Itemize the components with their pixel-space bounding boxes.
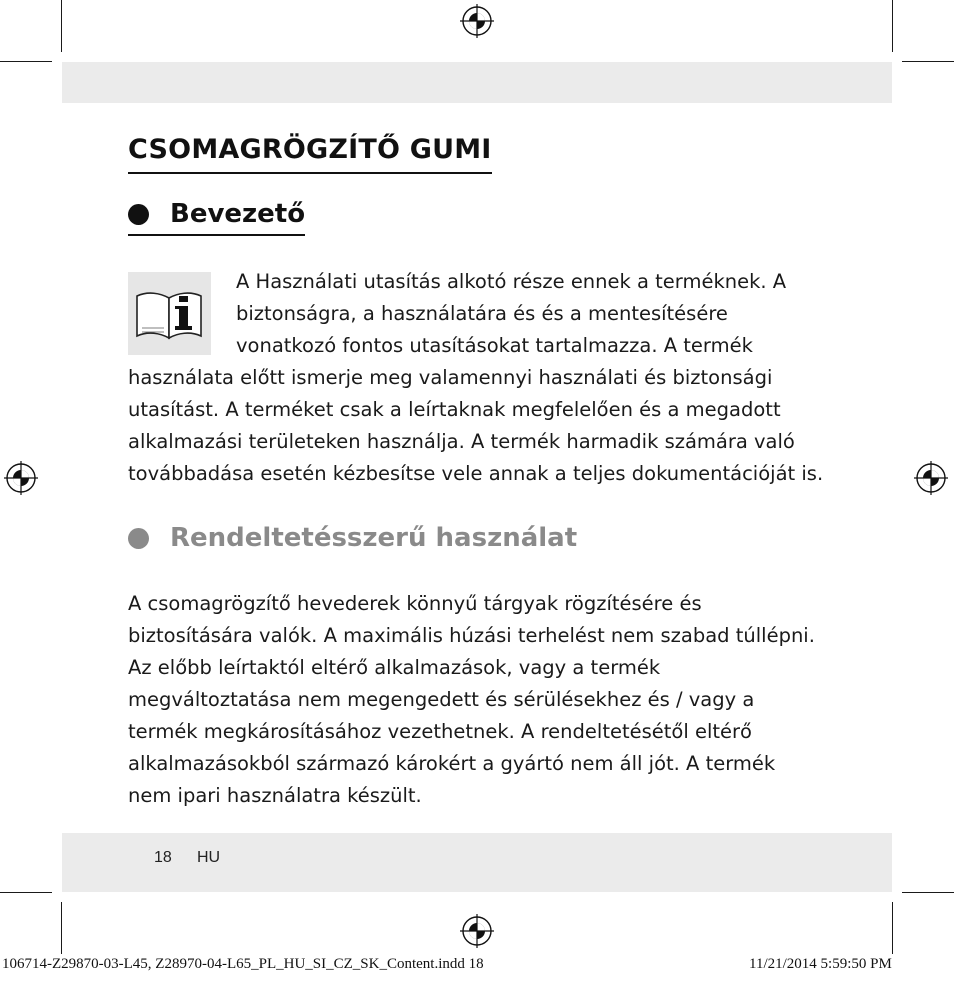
text-line: továbbadása esetén kézbesítse vele annak a teljes dokumentációját is. bbox=[128, 462, 824, 485]
crop-mark bbox=[0, 892, 52, 893]
crop-mark bbox=[902, 61, 954, 62]
text-line: használata előtt ismerje meg valamennyi használati és biztonsági bbox=[128, 366, 773, 389]
section-heading-intro bbox=[128, 196, 305, 236]
intro-paragraph-continued bbox=[128, 362, 823, 490]
section-heading-text: Bevezető bbox=[170, 199, 306, 229]
text-line: utasítást. A terméket csak a leírtaknak megfelelően és a megadott bbox=[128, 398, 781, 421]
registration-mark-icon bbox=[914, 461, 948, 495]
bullet-icon bbox=[128, 528, 149, 549]
footer-band bbox=[62, 833, 892, 892]
text-line: biztosítására valók. A maximális húzási terhelést nem szabad túllépni. bbox=[128, 624, 815, 647]
section-heading-intended-use bbox=[128, 520, 577, 556]
crop-mark bbox=[902, 892, 954, 893]
page-number: 18 bbox=[154, 849, 172, 866]
registration-mark-icon bbox=[460, 4, 494, 38]
text-line: vonatkozó fontos utasításokat tartalmazza. A termék bbox=[236, 334, 753, 357]
print-slug-datetime: 11/21/2014 5:59:50 PM bbox=[749, 956, 892, 972]
crop-mark bbox=[892, 902, 893, 954]
intended-use-paragraph bbox=[128, 588, 815, 812]
crop-mark bbox=[892, 0, 893, 52]
text-line: megváltoztatása nem megengedett és sérülésekhez és / vagy a bbox=[128, 688, 755, 711]
crop-mark bbox=[0, 61, 52, 62]
text-line: A Használati utasítás alkotó része ennek a terméknek. A bbox=[236, 270, 787, 293]
text-line: biztonságra, a használatára és és a mentesítésére bbox=[236, 302, 728, 325]
text-line: termék megkárosításához vezethetnek. A rendeltetésétől eltérő bbox=[128, 720, 752, 743]
text-line: Az előbb leírtaktól eltérő alkalmazások, vagy a termék bbox=[128, 656, 661, 679]
text-line: alkalmazásokból származó károkért a gyártó nem áll jót. A termék bbox=[128, 752, 776, 775]
header-band bbox=[62, 62, 892, 103]
page-title: CSOMAGRÖGZÍTŐ GUMI bbox=[128, 132, 492, 174]
bullet-icon bbox=[128, 204, 149, 225]
text-line: nem ipari használatra készült. bbox=[128, 784, 422, 807]
registration-mark-icon bbox=[4, 461, 38, 495]
section-heading-text: Rendeltetésszerű használat bbox=[170, 523, 578, 553]
crop-mark bbox=[61, 0, 62, 52]
info-manual-icon bbox=[128, 272, 211, 355]
text-line: alkalmazási területeken használja. A termék harmadik számára való bbox=[128, 430, 795, 453]
language-code: HU bbox=[197, 849, 221, 866]
print-slug-file: 106714-Z29870-03-L45, Z28970-04-L65_PL_HU_SI_CZ_SK_Content.indd 18 bbox=[2, 956, 484, 972]
intro-paragraph bbox=[236, 266, 786, 362]
text-line: A csomagrögzítő hevederek könnyű tárgyak rögzítésére és bbox=[128, 592, 702, 615]
registration-mark-icon bbox=[460, 914, 494, 948]
crop-mark bbox=[61, 902, 62, 954]
